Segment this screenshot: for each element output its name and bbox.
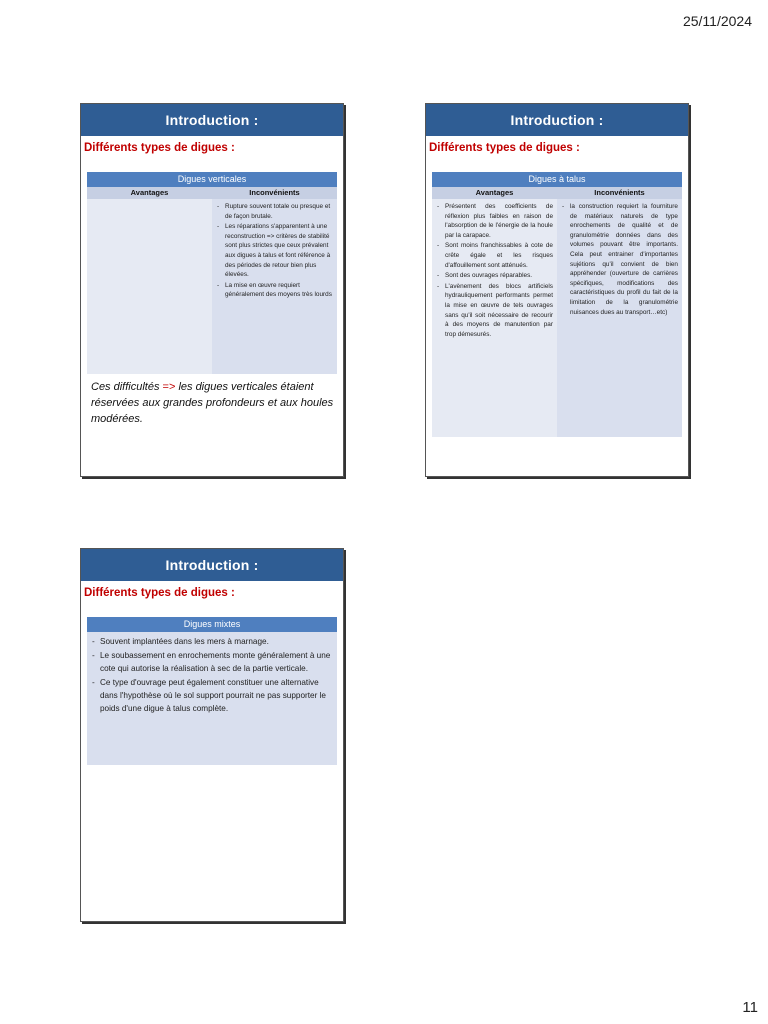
comparison-table xyxy=(432,172,682,437)
list-item: - Sont moins franchissables à cote de crête égale et les risques d'affouillement sont atténués. xyxy=(436,241,553,270)
list-item: - Rupture souvent totale ou presque et de façon brutale. xyxy=(216,202,333,221)
slide-title: Introduction : xyxy=(81,549,343,581)
inconvenients-cell xyxy=(212,199,337,374)
table-title: Digues à talus xyxy=(432,172,682,187)
slide-title: Introduction : xyxy=(81,104,343,136)
list-item: - la construction requiert la fourniture de matériaux naturels de type enrochements de qualité et de granulométrie données dans des volumes pouvant être importants. Cela peut entrainer d'importantes sujétions qu'il convient de bien appréhender (ouverture de carrières spécifiques, modifications des caractéristiques du profil du fait de la limitation de la granulométrie nuisances dues au transport…etc) xyxy=(561,202,678,317)
table-body xyxy=(87,632,337,765)
column-header-inconvenients: Inconvénients xyxy=(594,188,645,197)
slide-subtitle: Différents types de digues : xyxy=(84,142,235,154)
column-header-inconvenients: Inconvénients xyxy=(249,188,300,197)
table-header xyxy=(432,187,682,199)
conclusion-text xyxy=(91,379,337,427)
list-item: - Le soubassement en enrochements monte généralement à une cote qui autorise la réalisation à sec de la partie verticale. xyxy=(91,649,333,675)
comparison-table xyxy=(87,172,337,374)
info-cell xyxy=(87,632,337,719)
list-item: - Ce type d'ouvrage peut également constituer une alternative dans l'hypothèse où le sol support pourrait ne pas supporter le poids d'une digue à talus complète. xyxy=(91,676,333,715)
conclusion-part: les digues verticales étaient réservées aux grandes profondeurs et aux houles modérées. xyxy=(91,381,334,425)
info-table xyxy=(87,617,337,765)
list-item: - La mise en œuvre requiert généralement des moyens très lourds xyxy=(216,281,333,300)
slide-digues-a-talus xyxy=(425,103,689,477)
table-header xyxy=(87,187,337,199)
table-body xyxy=(432,199,682,437)
table-title: Digues verticales xyxy=(87,172,337,187)
column-header-avantages: Avantages xyxy=(130,188,169,197)
avantages-cell xyxy=(87,199,212,374)
table-title: Digues mixtes xyxy=(87,617,337,632)
table-body xyxy=(87,199,337,374)
implies-arrow: => xyxy=(162,381,176,393)
column-header-avantages: Avantages xyxy=(475,188,514,197)
list-item: - Présentent des coefficients de réflexion plus faibles en raison de l'absorption de le l'énergie de la houle par la carapace. xyxy=(436,202,553,240)
conclusion-part: Ces difficultés xyxy=(91,381,163,393)
slide-subtitle: Différents types de digues : xyxy=(84,587,235,599)
slide-digues-verticales xyxy=(80,103,344,477)
list-item: - Souvent implantées dans les mers à marnage. xyxy=(91,635,333,648)
page-number: 11 xyxy=(742,999,758,1016)
list-item: - Les réparations s'apparentent à une reconstruction => critères de stabilité sont plus strictes que ceux prévalent aux digues à talus et font référence à des périodes de retour bien plus élevées. xyxy=(216,222,333,280)
list-item: - L'avènement des blocs artificiels hydrauliquement performants permet la mise en œuvre de tels ouvrages sans qu'il soit nécessaire de recourir à des moyens de manutention par trop démesurés. xyxy=(436,282,553,340)
print-date: 25/11/2024 xyxy=(682,13,752,29)
slide-digues-mixtes xyxy=(80,548,344,922)
list-item: - Sont des ouvrages réparables. xyxy=(436,271,553,281)
slide-subtitle: Différents types de digues : xyxy=(429,142,580,154)
inconvenients-cell xyxy=(557,199,682,437)
avantages-cell xyxy=(432,199,557,437)
slide-title: Introduction : xyxy=(426,104,688,136)
